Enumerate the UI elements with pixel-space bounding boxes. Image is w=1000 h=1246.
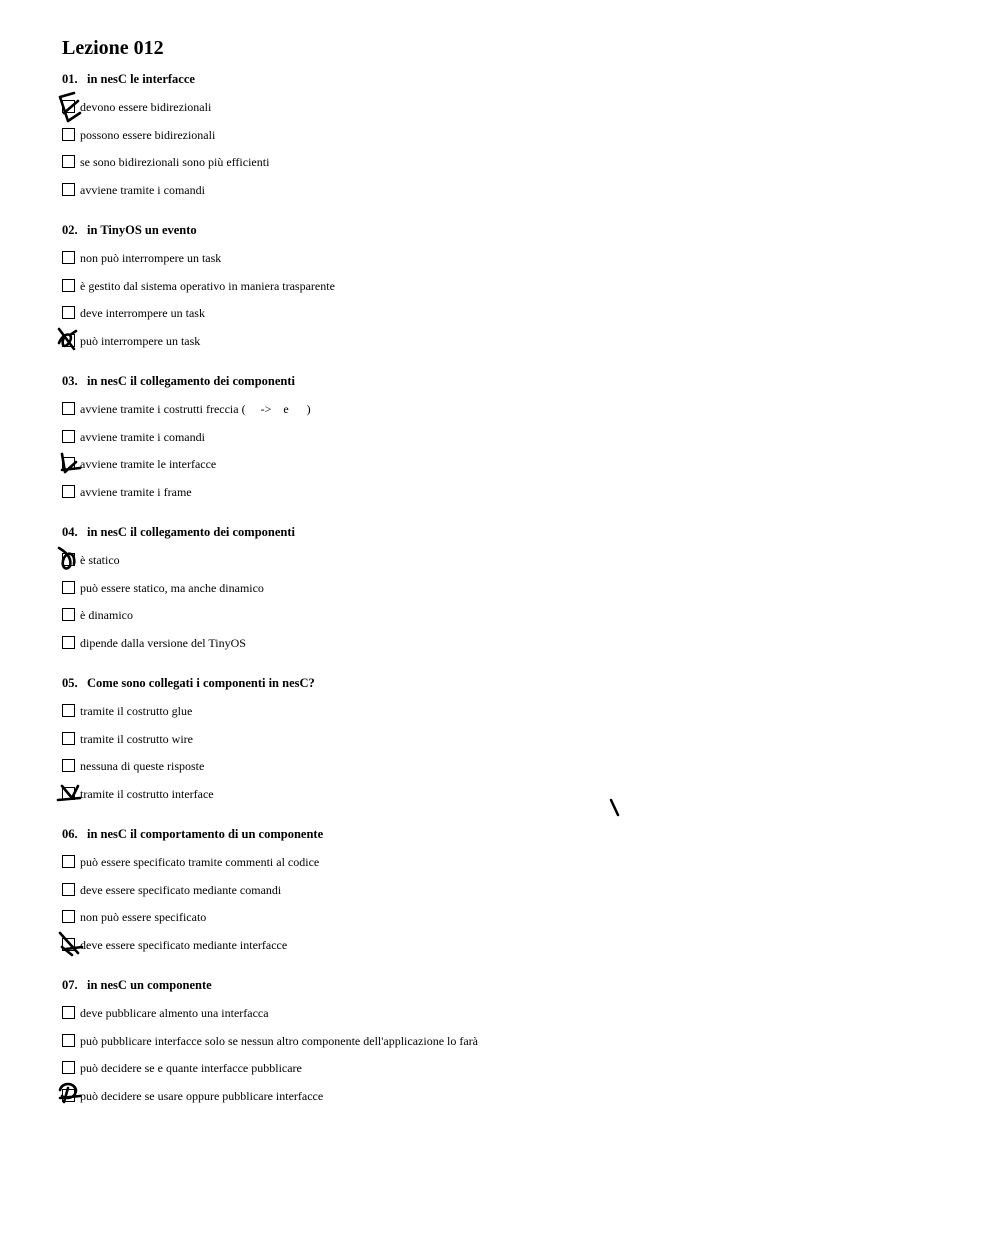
question-heading — [62, 222, 762, 238]
checkbox[interactable] — [62, 704, 75, 717]
question-number: 06. — [62, 827, 78, 841]
option-label: non può interrompere un task — [80, 250, 222, 265]
answer-option[interactable] — [62, 182, 762, 198]
checkbox[interactable] — [62, 855, 75, 868]
option-label: avviene tramite i comandi — [80, 429, 205, 444]
question-heading — [62, 977, 762, 993]
checkbox[interactable] — [62, 883, 75, 896]
question-heading — [62, 373, 762, 389]
option-label: tramite il costrutto interface — [80, 787, 214, 802]
option-label: se sono bidirezionali sono più efficienti — [80, 155, 270, 170]
question-text: in nesC il collegamento dei componenti — [87, 374, 295, 388]
question-number: 07. — [62, 978, 78, 992]
answer-option[interactable] — [62, 607, 762, 623]
question-number: 02. — [62, 223, 78, 237]
question-text: in nesC un componente — [87, 978, 212, 992]
option-label: avviene tramite i costrutti freccia ( -> e ) — [80, 401, 311, 416]
option-label: tramite il costrutto wire — [80, 731, 193, 746]
checkbox[interactable] — [62, 581, 75, 594]
checkbox[interactable] — [62, 402, 75, 415]
option-label: devono essere bidirezionali — [80, 99, 212, 114]
option-label: non può essere specificato — [80, 910, 207, 925]
checkbox[interactable] — [62, 334, 75, 347]
checkbox[interactable] — [62, 1034, 75, 1047]
question-heading — [62, 71, 762, 87]
option-label: dipende dalla versione del TinyOS — [80, 636, 246, 651]
checkbox[interactable] — [62, 100, 75, 113]
question — [62, 71, 762, 198]
question-heading — [62, 826, 762, 842]
answer-option[interactable] — [62, 484, 762, 500]
answer-option[interactable] — [62, 305, 762, 321]
checkbox[interactable] — [62, 732, 75, 745]
answer-option[interactable] — [62, 635, 762, 651]
checkbox[interactable] — [62, 938, 75, 951]
option-label: può essere specificato tramite commenti al codice — [80, 854, 320, 869]
question-text: in nesC il collegamento dei componenti — [87, 525, 295, 539]
checkbox[interactable] — [62, 636, 75, 649]
answer-option[interactable] — [62, 1088, 762, 1104]
option-label: deve interrompere un task — [80, 306, 205, 321]
checkbox[interactable] — [62, 910, 75, 923]
pen-stroke-mark — [608, 798, 622, 818]
question-text: Come sono collegati i componenti in nesC? — [87, 676, 315, 690]
question-heading — [62, 524, 762, 540]
answer-option[interactable] — [62, 1060, 762, 1076]
question — [62, 675, 762, 802]
checkbox[interactable] — [62, 553, 75, 566]
answer-option[interactable] — [62, 154, 762, 170]
checkbox[interactable] — [62, 430, 75, 443]
answer-option[interactable] — [62, 99, 762, 115]
checkbox[interactable] — [62, 183, 75, 196]
option-label: avviene tramite le interfacce — [80, 457, 217, 472]
question-number: 05. — [62, 676, 78, 690]
answer-option[interactable] — [62, 127, 762, 143]
checkbox[interactable] — [62, 155, 75, 168]
option-label: è statico — [80, 552, 120, 567]
page-title: Lezione 012 — [62, 37, 164, 59]
question — [62, 373, 762, 500]
checkbox[interactable] — [62, 128, 75, 141]
checkbox[interactable] — [62, 306, 75, 319]
answer-option[interactable] — [62, 456, 762, 472]
question-number: 01. — [62, 72, 78, 86]
option-label: è gestito dal sistema operativo in maniera trasparente — [80, 278, 335, 293]
option-label: deve essere specificato mediante comandi — [80, 882, 282, 897]
question — [62, 977, 762, 1104]
answer-option[interactable] — [62, 703, 762, 719]
answer-option[interactable] — [62, 1005, 762, 1021]
question — [62, 826, 762, 953]
option-label: tramite il costrutto glue — [80, 703, 193, 718]
checkbox[interactable] — [62, 457, 75, 470]
answer-option[interactable] — [62, 580, 762, 596]
option-label: possono essere bidirezionali — [80, 127, 216, 142]
option-label: deve pubblicare almento una interfacca — [80, 1005, 269, 1020]
question — [62, 524, 762, 651]
option-label: avviene tramite i frame — [80, 485, 192, 500]
option-label: può decidere se usare oppure pubblicare interfacce — [80, 1089, 324, 1104]
answer-option[interactable] — [62, 401, 762, 417]
question-heading — [62, 675, 762, 691]
option-label: può interrompere un task — [80, 334, 201, 349]
option-label: può decidere se e quante interfacce pubblicare — [80, 1061, 302, 1076]
checkbox[interactable] — [62, 1061, 75, 1074]
question-text: in nesC il comportamento di un componente — [87, 827, 324, 841]
answer-option[interactable] — [62, 909, 762, 925]
answer-option[interactable] — [62, 937, 762, 953]
answer-option[interactable] — [62, 882, 762, 898]
question-number: 03. — [62, 374, 78, 388]
checkbox[interactable] — [62, 759, 75, 772]
answer-option[interactable] — [62, 552, 762, 568]
checkbox[interactable] — [62, 1089, 75, 1102]
checkbox[interactable] — [62, 787, 75, 800]
answer-option[interactable] — [62, 333, 762, 349]
question-number: 04. — [62, 525, 78, 539]
answer-option[interactable] — [62, 758, 762, 774]
answer-option[interactable] — [62, 786, 762, 802]
answer-option[interactable] — [62, 731, 762, 747]
answer-option[interactable] — [62, 854, 762, 870]
checkbox[interactable] — [62, 485, 75, 498]
question-text: in TinyOS un evento — [87, 223, 197, 237]
checkbox[interactable] — [62, 279, 75, 292]
option-label: avviene tramite i comandi — [80, 183, 205, 198]
question — [62, 222, 762, 349]
option-label: può pubblicare interfacce solo se nessun altro componente dell'applicazione lo farà — [80, 1033, 479, 1048]
option-label: è dinamico — [80, 608, 133, 623]
question-text: in nesC le interfacce — [87, 72, 195, 86]
answer-option[interactable] — [62, 278, 762, 294]
option-label: può essere statico, ma anche dinamico — [80, 580, 264, 595]
option-label: deve essere specificato mediante interfacce — [80, 938, 288, 953]
answer-option[interactable] — [62, 1033, 762, 1049]
checkbox[interactable] — [62, 608, 75, 621]
checkbox[interactable] — [62, 251, 75, 264]
answer-option[interactable] — [62, 429, 762, 445]
option-label: nessuna di queste risposte — [80, 759, 205, 774]
answer-option[interactable] — [62, 250, 762, 266]
checkbox[interactable] — [62, 1006, 75, 1019]
